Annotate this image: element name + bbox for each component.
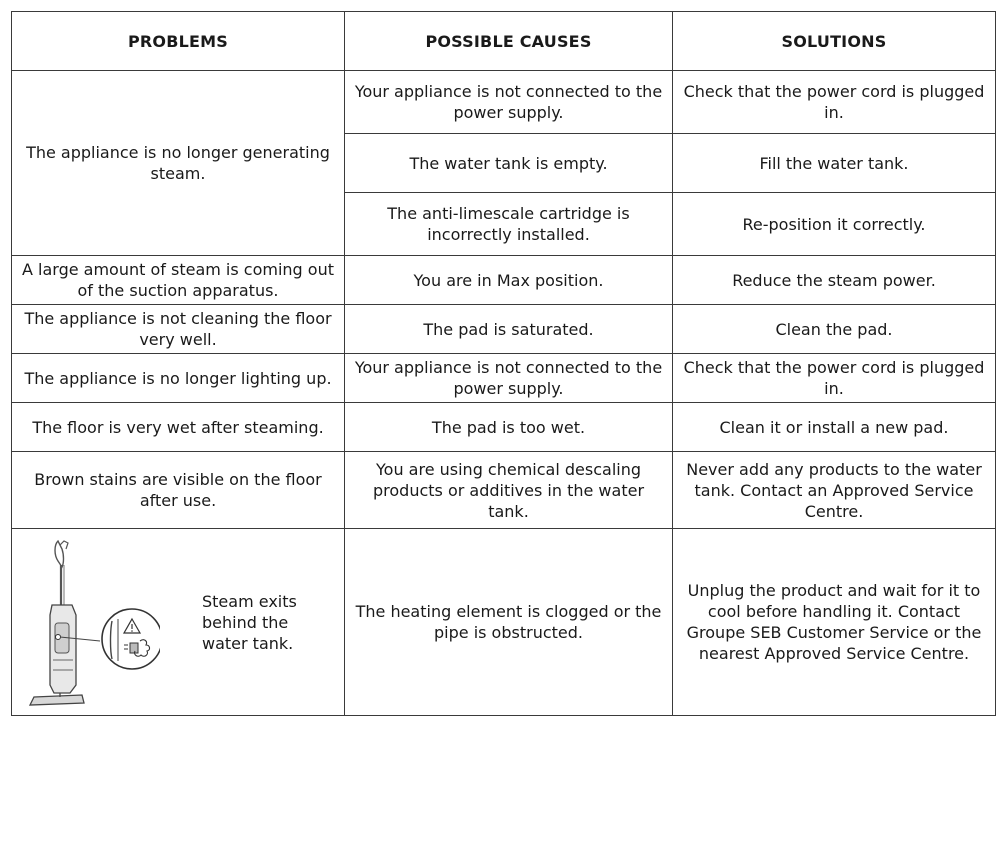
solution-cell: Re-position it correctly. <box>673 193 996 256</box>
solution-cell: Fill the water tank. <box>673 134 996 193</box>
steam-mop-illustration-icon <box>20 535 160 711</box>
cause-cell: The pad is saturated. <box>345 305 673 354</box>
header-solutions: SOLUTIONS <box>673 12 996 71</box>
table-row <box>12 354 996 403</box>
solution-cell: Reduce the steam power. <box>673 256 996 305</box>
table-header-row <box>12 12 996 71</box>
problem-cell: A large amount of steam is coming out of the suction apparatus. <box>12 256 345 305</box>
cause-cell: You are in Max position. <box>345 256 673 305</box>
table-row <box>12 403 996 452</box>
cause-cell: The anti-limescale cartridge is incorrectly installed. <box>345 193 673 256</box>
cause-cell: You are using chemical descaling products or additives in the water tank. <box>345 452 673 529</box>
table-row <box>12 256 996 305</box>
problem-cell: The appliance is no longer generating steam. <box>12 71 345 256</box>
header-problems: PROBLEMS <box>12 12 345 71</box>
solution-cell: Check that the power cord is plugged in. <box>673 354 996 403</box>
problem-cell: The appliance is not cleaning the floor very well. <box>12 305 345 354</box>
table-row <box>12 71 996 134</box>
cause-cell: The pad is too wet. <box>345 403 673 452</box>
problem-cell: Brown stains are visible on the floor after use. <box>12 452 345 529</box>
solution-cell: Clean it or install a new pad. <box>673 403 996 452</box>
table-row <box>12 452 996 529</box>
troubleshooting-table <box>11 11 996 716</box>
problem-cell: The floor is very wet after steaming. <box>12 403 345 452</box>
cause-cell: Your appliance is not connected to the power supply. <box>345 71 673 134</box>
header-possible-causes: POSSIBLE CAUSES <box>345 12 673 71</box>
table-row <box>12 305 996 354</box>
solution-cell: Unplug the product and wait for it to cool before handling it. Contact Groupe SEB Customer Service or the nearest Approved Service Centre. <box>673 529 996 716</box>
solution-cell: Never add any products to the water tank. Contact an Approved Service Centre. <box>673 452 996 529</box>
table-row <box>12 529 996 716</box>
problem-cell <box>12 529 345 716</box>
cause-cell: The water tank is empty. <box>345 134 673 193</box>
solution-cell: Check that the power cord is plugged in. <box>673 71 996 134</box>
problem-cell: The appliance is no longer lighting up. <box>12 354 345 403</box>
cause-cell: Your appliance is not connected to the power supply. <box>345 354 673 403</box>
problem-text: Steam exits behind the water tank. <box>202 592 297 653</box>
solution-cell: Clean the pad. <box>673 305 996 354</box>
cause-cell: The heating element is clogged or the pipe is obstructed. <box>345 529 673 716</box>
